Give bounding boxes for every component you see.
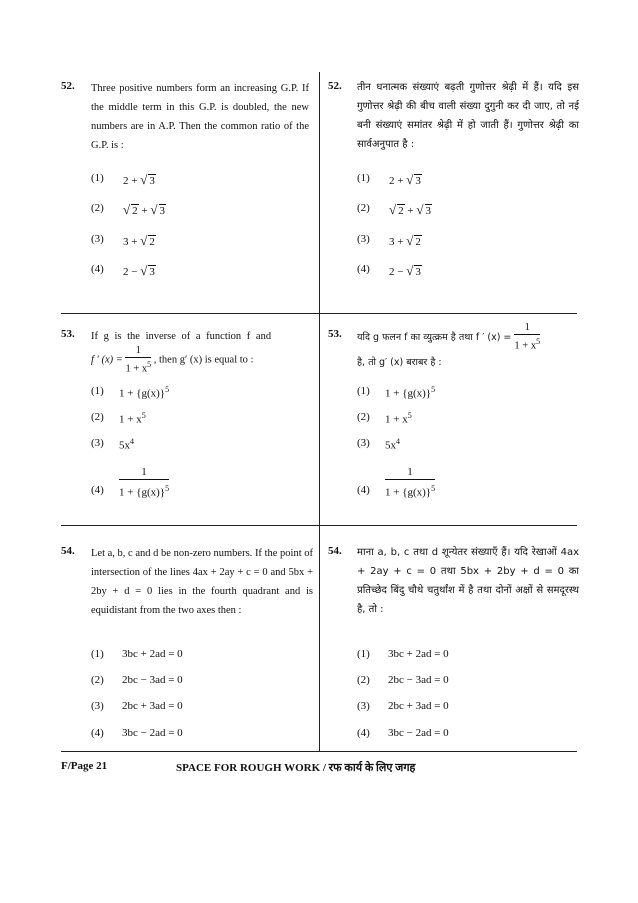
question-number: 53.: [328, 328, 342, 340]
sqrt-value: 3: [425, 205, 431, 217]
sqrt-value: 3: [149, 175, 155, 187]
option-label: (3): [91, 700, 104, 712]
sqrt-value: 3: [415, 266, 421, 278]
option-text: 5x: [385, 439, 396, 452]
question-number: 52.: [61, 80, 75, 92]
exponent: 5: [431, 484, 436, 493]
fraction-denominator: 1 + x: [514, 340, 537, 352]
question-number: 53.: [61, 328, 75, 340]
question-text-hindi: माना a, b, c तथा d शून्येतर संख्याएँ हैं। यदि रेखाओं 4ax + 2ay + c = 0 तथा 5bx + 2by + d = 0 का प्रतिच्छेद बिंदु चौथे चतुर्थांश में है तथा दोनों अक्षों से समदूरस्थ है, तो :: [357, 547, 579, 615]
question-number: 54.: [61, 545, 75, 557]
question-text-tail: , then g′ (x) is equal to :: [153, 354, 254, 366]
option-label: (3): [357, 700, 370, 712]
question-text: If g is the inverse of a function f and: [91, 331, 272, 342]
option-text: 3bc − 2ad = 0: [122, 727, 183, 739]
exponent: 5: [536, 337, 541, 346]
option-text: +: [404, 205, 417, 217]
sqrt-value: 2: [398, 205, 404, 217]
fraction-denominator: 1 + {g(x)}: [119, 486, 166, 499]
option-text: 3 +: [123, 236, 141, 248]
rough-work-label: SPACE FOR ROUGH WORK / रफ कार्य के लिए जगह: [176, 762, 416, 774]
fraction-denominator: 1 + x: [125, 363, 148, 375]
option-label: (3): [91, 233, 104, 245]
exponent: 5: [165, 385, 170, 394]
question-text-hindi: [357, 321, 540, 354]
fraction: [514, 321, 540, 354]
exponent: 5: [147, 360, 152, 369]
option-text: 1 + {g(x)}: [119, 387, 166, 400]
footer-rule: [61, 751, 577, 752]
option-label: (4): [91, 263, 104, 275]
fraction-numerator: 1: [385, 466, 435, 480]
option-text: 2 +: [123, 175, 141, 187]
fraction-numerator: 1: [125, 344, 151, 358]
option-text: +: [138, 205, 151, 217]
option-text: 2 +: [389, 175, 407, 187]
exponent: 4: [396, 437, 400, 446]
option-text: 1 + {g(x)}: [385, 387, 432, 400]
question-text: Three positive numbers form an increasing G.P. If the middle term in this G.P. is doubled, the new numbers are in A.P. Then the common ratio of the G.P. is :: [91, 83, 309, 151]
column-divider: [319, 72, 320, 752]
rule-after-52: [61, 313, 577, 314]
option-label: (2): [357, 411, 370, 423]
sqrt-value: 3: [415, 175, 421, 187]
option-label: (1): [91, 648, 104, 660]
option-label: (2): [357, 202, 370, 214]
fprime-label: f ′ (x) =: [91, 354, 123, 366]
question-text-hindi: तीन धनात्मक संख्याएं बढ़ती गुणोत्तर श्रेढ़ी में हैं। यदि इस गुणोत्तर श्रेढ़ी की बीच वाली संख्या दुगुनी कर दी जाए, तो नई बनी संख्याएं समांतर श्रेढ़ी में हो जाती हैं। गुणोत्तर श्रेढ़ी का सार्वअनुपात है :: [357, 82, 579, 150]
question-formula: [91, 344, 253, 377]
question-number: 54.: [328, 545, 342, 557]
option-label: (4): [357, 727, 370, 739]
option-text: 2 −: [123, 266, 141, 278]
option-label: (2): [91, 202, 104, 214]
sqrt-value: 3: [159, 205, 165, 217]
sqrt-value: 3: [149, 266, 155, 278]
option-label: (1): [91, 385, 104, 397]
question-text: Let a, b, c and d be non-zero numbers. If the point of intersection of the lines 4ax + 2ay + c = 0 and 5bx + 2by + d = 0 lies in the fourth quadrant and is equidistant from the two axes then :: [91, 548, 313, 616]
fraction-numerator: 1: [514, 321, 540, 335]
option-label: (2): [91, 674, 104, 686]
exponent: 5: [431, 385, 436, 394]
option-label: (1): [357, 385, 370, 397]
question-number: 52.: [328, 80, 342, 92]
fraction: [125, 344, 151, 377]
option-text: 1 + x: [385, 413, 408, 426]
question-text-hindi-2: है, तो g′ (x) बराबर है :: [357, 357, 442, 368]
option-text: 2bc + 3ad = 0: [122, 700, 183, 712]
rule-after-53: [61, 525, 577, 526]
fraction: [385, 466, 435, 500]
option-text: 3bc + 2ad = 0: [122, 648, 183, 660]
sqrt-value: 2: [415, 236, 421, 248]
option-label: (4): [357, 484, 370, 496]
option-label: (3): [357, 233, 370, 245]
exponent: 4: [130, 437, 134, 446]
fraction: [119, 466, 169, 500]
exponent: 5: [141, 411, 146, 420]
sqrt-value: 2: [132, 205, 138, 217]
hindi-text: यदि g फलन f का व्युत्क्रम है तथा f ′ (x) =: [357, 331, 512, 343]
page-number: F/Page 21: [61, 760, 108, 772]
option-text: 2 −: [389, 266, 407, 278]
option-text: 2bc − 3ad = 0: [388, 674, 449, 686]
fraction-numerator: 1: [119, 466, 169, 480]
option-label: (3): [357, 437, 370, 449]
exponent: 5: [407, 411, 412, 420]
option-text: 3bc − 2ad = 0: [388, 727, 449, 739]
exponent: 5: [165, 484, 170, 493]
option-text: 5x: [119, 439, 130, 452]
option-label: (1): [357, 648, 370, 660]
option-label: (4): [357, 263, 370, 275]
option-label: (3): [91, 437, 104, 449]
option-text: 2bc − 3ad = 0: [122, 674, 183, 686]
option-label: (4): [91, 727, 104, 739]
option-text: 3bc + 2ad = 0: [388, 648, 449, 660]
fraction-denominator: 1 + {g(x)}: [385, 486, 432, 499]
option-text: 1 + x: [119, 413, 142, 426]
sqrt-value: 2: [149, 236, 155, 248]
option-text: 2bc + 3ad = 0: [388, 700, 449, 712]
option-label: (1): [357, 172, 370, 184]
option-label: (2): [91, 411, 104, 423]
option-text: 3 +: [389, 236, 407, 248]
option-label: (4): [91, 484, 104, 496]
option-label: (2): [357, 674, 370, 686]
option-label: (1): [91, 172, 104, 184]
